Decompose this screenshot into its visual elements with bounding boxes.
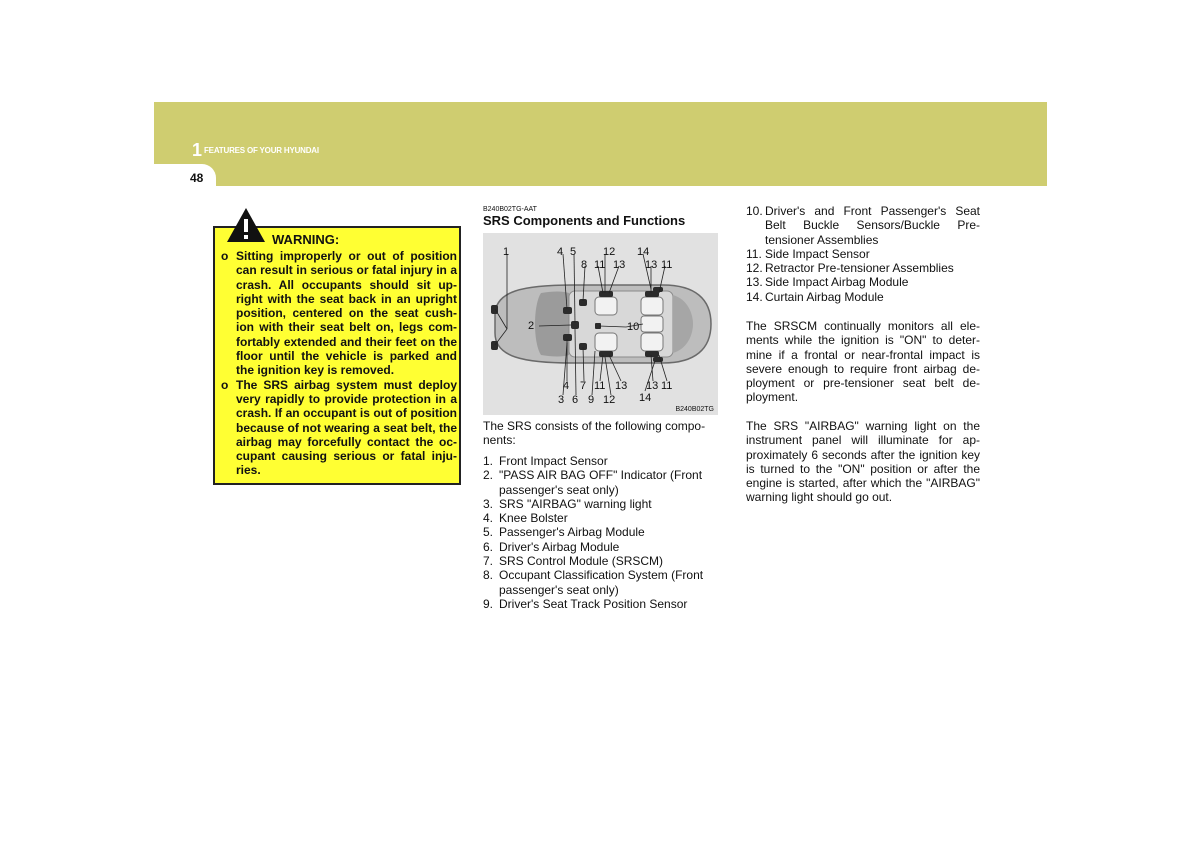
diagram-callout: 13 xyxy=(615,380,628,392)
item-number: 7. xyxy=(483,554,494,569)
item-number: 9. xyxy=(483,596,494,611)
warning-item xyxy=(221,249,457,378)
list-item xyxy=(483,454,723,468)
diagram-callout: 12 xyxy=(603,394,616,406)
item-number: 13. xyxy=(746,275,763,290)
item-text: Knee Bolster xyxy=(499,511,568,526)
item-text: Passenger's Airbag Module xyxy=(499,525,645,540)
list-item xyxy=(483,468,723,497)
item-number: 12. xyxy=(746,261,763,276)
warning-item-text: Sitting improperly or out of position can result in serious or fatal injury in a crash. All occupants should sit up-right with the seat back in an upright position, centered on the seat cush-ion with their seat belt on, legs com-fortably extended and their feet on the floor until the vehicle is parked and the ignition key is removed. xyxy=(236,249,457,378)
item-text: Side Impact Airbag Module xyxy=(765,275,909,290)
item-text: Front Impact Sensor xyxy=(499,454,608,468)
list-item xyxy=(746,247,980,261)
diagram-callout: 10 xyxy=(627,321,640,333)
diagram-callout: 6 xyxy=(572,394,579,406)
item-text: Side Impact Sensor xyxy=(765,246,870,261)
chapter-title: FEATURES OF YOUR HYUNDAI xyxy=(204,146,319,155)
list-item xyxy=(746,204,980,247)
list-item xyxy=(746,261,980,275)
warning-bullet: o xyxy=(221,249,229,263)
warning-bullet: o xyxy=(221,377,229,392)
section-code: B240B02TG-AAT xyxy=(483,206,537,213)
item-text: SRS Control Module (SRSCM) xyxy=(499,554,664,569)
item-number: 6. xyxy=(483,539,494,554)
item-number: 4. xyxy=(483,511,494,526)
diagram-callout: 8 xyxy=(581,259,588,271)
diagram-callout: 4 xyxy=(563,380,570,392)
diagram-callout: 7 xyxy=(580,380,587,392)
list-item xyxy=(746,275,980,289)
diagram-callout: 14 xyxy=(637,246,650,258)
intro-text: The SRS consists of the following compo-nents: xyxy=(483,419,706,448)
paragraph-srscm: The SRSCM continually monitors all ele-ments while the ignition is "ON" to deter-mine if a frontal or near-frontal impact is severe enough to require front airbag de-ployment or pre-tensioner seat belt de-ployment. xyxy=(746,319,980,405)
diagram-callout: 5 xyxy=(570,246,577,258)
paragraph-warning-light: The SRS "AIRBAG" warning light on the instrument panel will illuminate for ap-proximately 6 seconds after the ignition key is turned to the "ON" position or after the engine is started, after which the "AIRBAG" warning light should go out. xyxy=(746,419,980,505)
list-item xyxy=(483,568,723,597)
diagram-callout: 11 xyxy=(661,380,673,392)
item-text: Driver's Airbag Module xyxy=(499,539,620,554)
components-list-1 xyxy=(483,454,723,611)
header-band xyxy=(154,102,1047,186)
srs-diagram xyxy=(483,233,718,415)
item-text: SRS "AIRBAG" warning light xyxy=(499,496,652,511)
diagram-callout: 13 xyxy=(645,259,658,271)
item-number: 10. xyxy=(746,204,763,218)
item-number: 5. xyxy=(483,525,494,540)
page-number-tab xyxy=(154,164,216,188)
diagram-callout: 13 xyxy=(613,259,626,271)
diagram-callout: 1 xyxy=(503,246,510,258)
diagram-callout: 11 xyxy=(594,259,606,271)
diagram-callout: 4 xyxy=(557,246,564,258)
item-text: "PASS AIR BAG OFF" Indicator (Front passenger's seat only) xyxy=(499,468,703,497)
item-text: Driver's and Front Passenger's Seat Belt Buckle Sensors/Buckle Pre-tensioner Assemblies xyxy=(765,204,980,247)
diagram-callout: 13 xyxy=(646,380,659,392)
diagram-callout: 11 xyxy=(594,380,606,392)
warning-triangle-icon xyxy=(225,206,267,244)
item-number: 8. xyxy=(483,568,494,583)
page-number: 48 xyxy=(190,171,204,185)
warning-item xyxy=(221,378,457,478)
item-text: Occupant Classification System (Front passenger's seat only) xyxy=(499,568,704,597)
diagram-callout: 12 xyxy=(603,246,616,258)
item-number: 2. xyxy=(483,468,494,483)
warning-heading: WARNING: xyxy=(272,232,340,247)
list-item xyxy=(483,597,723,611)
diagram-caption: B240B02TG xyxy=(675,406,714,413)
diagram-callout: 14 xyxy=(639,392,652,404)
diagram-callout: 2 xyxy=(528,320,535,332)
warning-list xyxy=(221,249,457,478)
components-list-2 xyxy=(746,204,980,304)
list-item xyxy=(483,511,723,525)
item-text: Retractor Pre-tensioner Assemblies xyxy=(765,261,954,276)
section-title: SRS Components and Functions xyxy=(483,213,686,228)
item-text: Driver's Seat Track Position Sensor xyxy=(499,596,688,611)
list-item xyxy=(483,540,723,554)
list-item xyxy=(746,290,980,304)
item-number: 3. xyxy=(483,496,494,511)
diagram-callout: 11 xyxy=(661,259,673,271)
item-number: 14. xyxy=(746,289,763,304)
item-text: Curtain Airbag Module xyxy=(765,289,884,304)
chapter-number: 1 xyxy=(192,140,203,160)
list-item xyxy=(483,554,723,568)
item-number: 11. xyxy=(746,246,762,261)
item-number: 1. xyxy=(483,454,494,468)
diagram-callout: 9 xyxy=(588,394,595,406)
list-item xyxy=(483,497,723,511)
list-item xyxy=(483,525,723,539)
warning-item-text: The SRS airbag system must deploy very rapidly to provide protection in a crash. If an occupant is out of position because of not wearing a seat belt, the airbag may forcefully contact the oc-cupant causing serious or fatal inju-ries. xyxy=(236,377,457,478)
diagram-callout: 3 xyxy=(558,394,565,406)
